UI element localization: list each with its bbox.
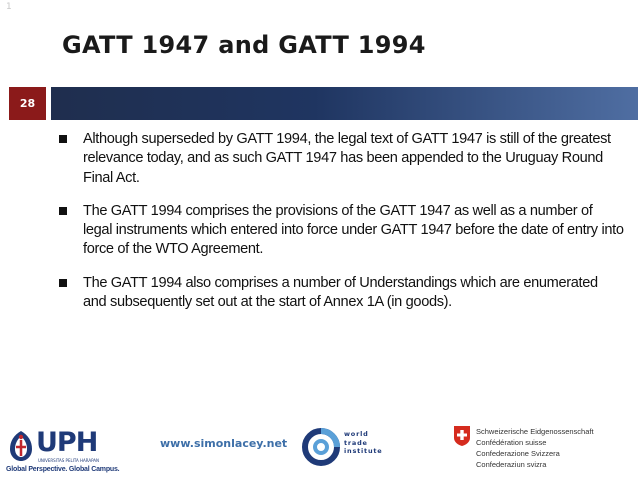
corner-mark: 1 [6, 2, 12, 12]
swiss-text [476, 426, 594, 470]
square-bullet-icon [59, 279, 67, 287]
bullet-item [58, 130, 624, 188]
bullet-item [58, 274, 624, 313]
wti-line-1: world [344, 430, 369, 438]
swiss-line-2: Confédération suisse [476, 438, 547, 447]
bullet-text: The GATT 1994 also comprises a number of Understandings which are enumerated and subsequently set out at the start of Annex 1A (in goods). [83, 274, 598, 311]
uph-emblem-icon [6, 429, 36, 463]
square-bullet-icon [59, 207, 67, 215]
swiss-line-1: Schweizerische Eidgenossenschaft [476, 427, 594, 436]
swiss-line-4: Confederaziun svizra [476, 460, 547, 469]
wti-wordmark [344, 430, 383, 456]
wti-ring-icon [301, 425, 343, 469]
swiss-confederation-logo [453, 425, 628, 471]
square-bullet-icon [59, 135, 67, 143]
wti-line-3: institute [344, 447, 383, 455]
uph-wordmark: UPH [36, 427, 98, 458]
wti-logo [301, 425, 381, 471]
bullet-text: The GATT 1994 comprises the provisions of the GATT 1947 as well as a number of legal instruments which entered into force under GATT 1947 before the date of entry into force of the WTO Agreement. [83, 202, 624, 258]
website-link[interactable]: www.simonlacey.net [160, 437, 288, 450]
slide-number-badge [9, 87, 46, 120]
wti-line-2: trade [344, 438, 368, 447]
bullet-text: Although superseded by GATT 1994, the legal text of GATT 1947 is still of the greatest relevance today, and as such GATT 1947 has been appended to the Uruguay Round Final Act. [83, 131, 611, 186]
uph-logo [4, 428, 122, 476]
uph-tagline: Global Perspective. Global Campus. [6, 466, 120, 473]
bullet-list [58, 130, 624, 326]
title-bar [51, 87, 638, 120]
slide-number: 28 [19, 97, 36, 110]
swiss-line-3: Confederazione Svizzera [476, 449, 560, 458]
swiss-flag-icon [453, 425, 471, 447]
uph-subtitle: UNIVERSITAS PELITA HARAPAN [38, 458, 100, 463]
bullet-item [58, 202, 624, 260]
slide-title: GATT 1947 and GATT 1994 [62, 31, 426, 59]
